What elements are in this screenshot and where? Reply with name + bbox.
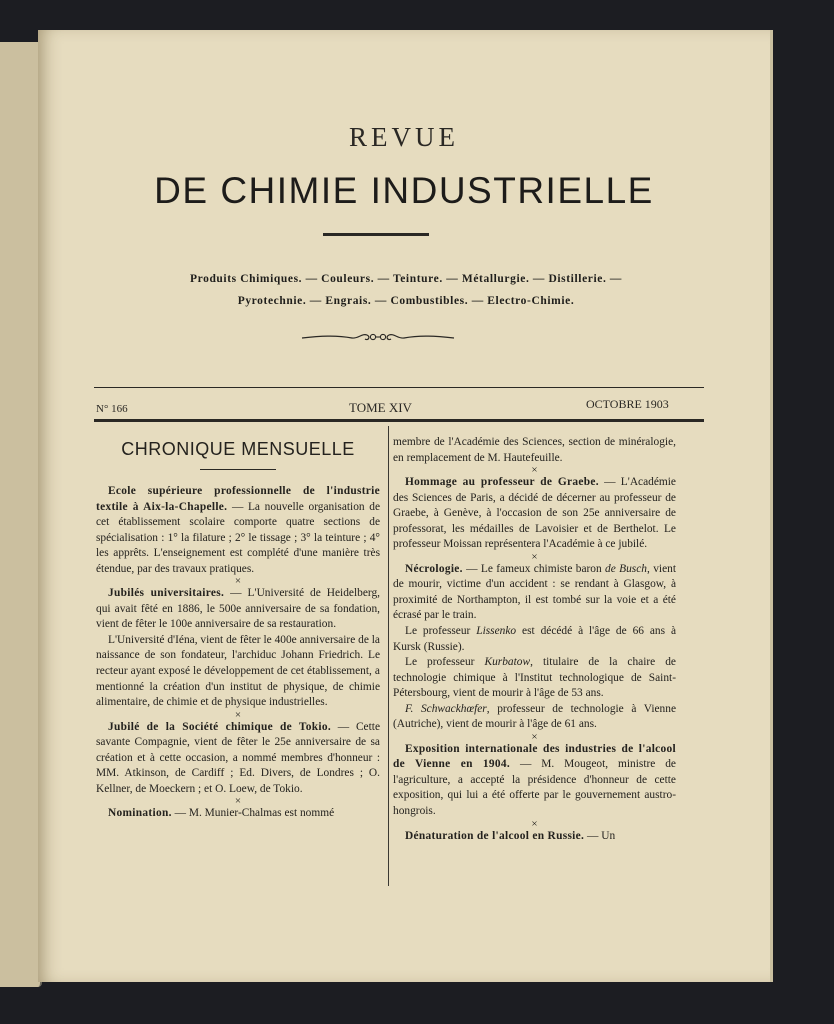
article-body: — Un <box>584 829 616 842</box>
article-graebe <box>393 475 676 553</box>
article-body: Le professeur <box>405 625 477 638</box>
right-column <box>393 435 676 844</box>
separator-mark: × <box>234 708 242 721</box>
article-body: — L'Académie des Sciences de Paris, a décidé de décerner au professeur de Graebe, à Genève, à l'occasion de son 25e anniversaire de professorat, les médailles de Lavoisier et de Berthelot. Le professeur Moissan représentera l'Académie à ce jubilé. <box>393 476 676 551</box>
article-heading: Hommage au professeur de Graebe. <box>405 476 599 489</box>
column-divider <box>388 426 389 886</box>
article-tokio <box>96 720 380 798</box>
left-page-edge <box>0 42 42 987</box>
article-heading: Exposition internationale des industries de l'alcool de Vienne en 1904. <box>393 742 676 771</box>
article-heading: Nécrologie. <box>405 562 463 575</box>
separator-mark: × <box>531 730 538 743</box>
article-heading: Ecole supérieure professionnelle de l'industrie textile à Aix-la-Chapelle. <box>96 485 380 513</box>
article-heading: Nomination. <box>108 807 172 820</box>
issue-number: N° 166 <box>96 403 128 415</box>
article-body: — La nouvelle organisation de cet établissement scolaire comporte quatre sections de spécialisation : 1° la filature ; 2° le tissage ; 3° la teinture ; 4° les apprêts. L'enseignement est complété d'une manière très étendue, par des travaux pratiques. <box>96 500 380 575</box>
article-heading: Dénaturation de l'alcool en Russie. <box>405 829 585 842</box>
article-body: — Le fameux chimiste baron <box>462 562 606 575</box>
masthead-title: DE CHIMIE INDUSTRIELLE <box>154 170 654 211</box>
issue-date: OCTOBRE 1903 <box>586 397 669 411</box>
separator-mark: × <box>531 464 538 477</box>
masthead-revue: REVUE <box>349 122 459 152</box>
separator-mark: × <box>531 550 538 563</box>
article-body: — M. Munier-Chalmas est nommé <box>171 807 335 820</box>
article-body: , professeur de technologie à Vienne (Autriche), vient de mourir à l'âge de 61 ans. <box>393 702 677 731</box>
article-body: — Cette savante Compagnie, vient de fêter le 25e anniversaire de sa création et à cette occasion, a nommé membres d'honneur : MM. Atkinson, de Cardiff ; Ed. Divers, de Londres ; O. Kellner, de Moeckern ; et O. Loew, de Tokio. <box>96 720 381 795</box>
article-body: est décédé à l'âge de 66 ans à Kursk (Russie). <box>393 625 676 653</box>
article-jubiles <box>96 586 380 633</box>
article-body: — M. Mougeot, ministre de l'agriculture, a accepté la présidence d'honneur de cette exposition, qui lui a été offerte par le gouvernement austro-hongrois. <box>393 758 676 818</box>
section-title-rule <box>200 469 276 470</box>
article-textile-school <box>96 484 380 577</box>
person-name: Lissenko <box>476 625 517 638</box>
article-heading: Jubilé de la Société chimique de Tokio. <box>108 720 331 733</box>
article-exposition <box>393 742 676 820</box>
separator-mark: × <box>234 575 242 588</box>
article-body: , vient de mourir, victime d'un accident : se rendant à Glasgow, à proximité de Northampton, il est tombé sur la voie et a été écrasé par le train. <box>393 562 676 622</box>
header-rule-bottom <box>94 419 704 422</box>
section-title: CHRONIQUE MENSUELLE <box>121 439 355 459</box>
subjects-line-2: Pyrotechnie. — Engrais. — Combustibles. — Electro-Chimie. <box>237 295 575 307</box>
journal-page <box>38 30 773 982</box>
article-body: , titulaire de la chaire de technologie chimique à l'Institut technologique de Saint-Pétersbourg, vient de mourir à l'âge de 53 ans. <box>393 656 676 700</box>
article-schwackhoefer <box>393 702 676 733</box>
person-name: Kurbatow <box>484 656 531 669</box>
left-column <box>96 435 380 822</box>
article-body: Le professeur <box>405 656 485 669</box>
title-rule <box>323 233 429 236</box>
article-heading: Jubilés universitaires. <box>108 587 225 600</box>
person-name: de Busch <box>605 562 647 575</box>
article-necrologie <box>393 562 676 624</box>
article-nomination-cont: membre de l'Académie des Sciences, section de minéralogie, en remplacement de M. Hautefeuille. <box>393 436 676 464</box>
ornament-flourish-icon <box>300 326 456 348</box>
separator-mark: × <box>234 795 242 808</box>
article-nomination <box>96 806 380 822</box>
article-denaturation <box>393 829 676 845</box>
subjects-line-1: Produits Chimiques. — Couleurs. — Teinture. — Métallurgie. — Distillerie. — <box>189 273 623 285</box>
article-lissenko <box>393 624 676 655</box>
person-name: F. Schwackhœfer <box>405 702 487 715</box>
issue-tome: TOME XIV <box>349 400 412 415</box>
subjects-list <box>86 268 726 312</box>
header-rule-top <box>94 387 704 388</box>
article-body: — L'Université de Heidelberg, qui avait fêté en 1886, le 500e anniversaire de sa fondation, vient de fêter le 100e anniversaire de sa restauration. <box>96 587 381 631</box>
article-jena: L'Université d'Iéna, vient de fêter le 400e anniversaire de la naissance de son fondateur, l'archiduc Johann Friedrich. Le recteur ayant exposé le développement de cet établissement, a mentionné la création d'un institut de physique, de chimie alimentaire, de chimie et de physique industrielles. <box>96 633 380 709</box>
article-kurbatow <box>393 655 676 702</box>
separator-mark: × <box>531 817 538 830</box>
